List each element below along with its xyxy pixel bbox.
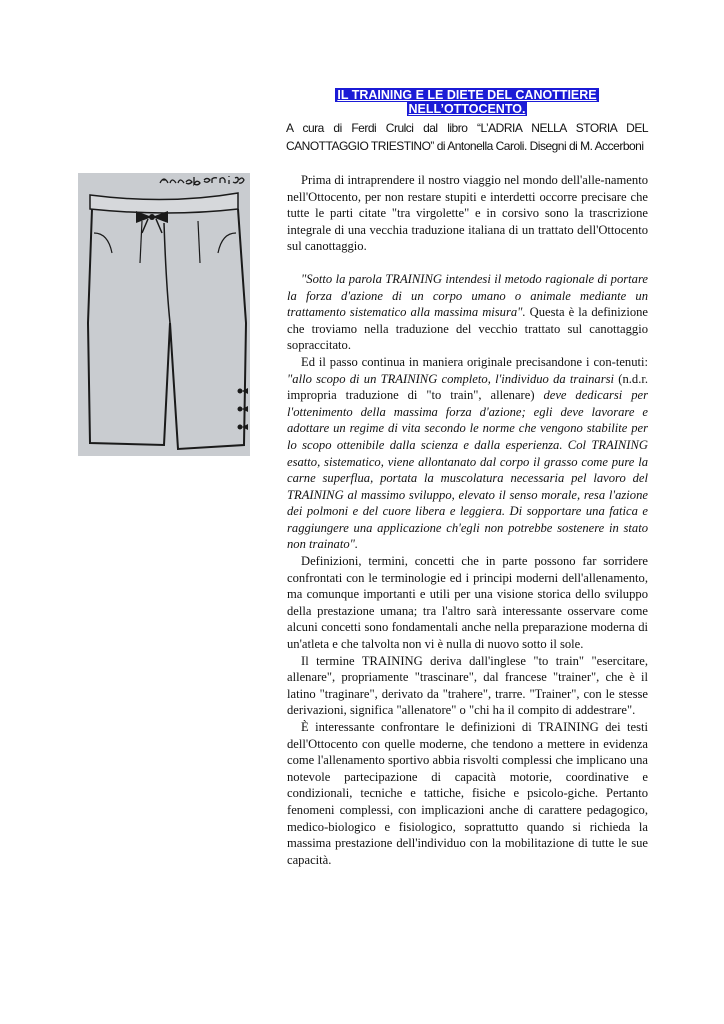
article-title-line-1: IL TRAINING E LE DIETE DEL CANOTTIERE — [337, 88, 597, 102]
quote-continuation-1: "allo scopo di un TRAINING completo, l'individuo da trainarsi — [287, 371, 615, 386]
article-byline — [286, 119, 648, 155]
byline-line-2: CANOTTAGGIO TRIESTINO” di Antonella Caroli. Disegni di M. Accerboni — [286, 139, 644, 153]
paragraph-etymology: Il termine TRAINING deriva dall'inglese "to train" "esercitare, allenare", propriamente "trascinare", dal francese "trainer", che è il latino "traginare", derivato da "trahere", trarre. "Trainer", con le stesse derivazioni, significa "allenatore" o "chi ha il compito di addestrare". — [287, 653, 648, 718]
paragraph-definitions-comment: Definizioni, termini, concetti che in parte possono far sorridere confrontati con le terminologie ed i principi moderni dell'allenamento, ma comunque importanti e utili per una visione storica dello sviluppo della prestazione umana; tra l'altro sarà interessante osservare come alcuni concetti sono fondamentali anche nella preparazione moderna di un'atleta e che talvolta non vi è nulla di nuovo sotto il sole. — [287, 554, 648, 652]
paragraph-intro: Prima di intraprendere il nostro viaggio nel mondo dell'alle-namento nell'Ottocento, per non restare stupiti e interdetti occorre precisare che tutte le parti citate "tra virgolette" e in corsivo sono la trascrizione integrale di una vecchia traduzione italiana di un trattato dell'Ottocento sul canottaggio. — [287, 173, 648, 254]
article-header — [286, 88, 648, 155]
quote-continuation-2: deve dedicarsi per l'ottenimento della massima forza d'azione; egli deve lavorare e adottare un regime di vita secondo le norme che vengono stabilite per lo scopo ottenibile dalla scienza e dalla esperienza. Col TRAINING esatto, sistematico, viene allontanato dal corpo il grasso come pure la carne superflua, portata la muscolatura necessaria pel lavoro del TRAINING al massimo sviluppo, elevato il senso morale, resa l'azione dei polmoni e del cuore libera e leggiera. Di sopportare una fatica e raggiungere una applicazione ch'egli non potrebbe sostenere in stato non trainato". — [287, 388, 648, 552]
editor-note: (n.d.r. impropria traduzione di "to train", allenare) — [287, 371, 648, 403]
continuation-lead: Ed il passo continua in maniera originale precisandone i con-tenuti: — [301, 354, 648, 369]
article-title-line-2: NELL’OTTOCENTO. — [408, 102, 526, 116]
paragraph-continuation — [287, 354, 648, 553]
trousers-illustration — [78, 173, 250, 456]
paragraph-definition-text: Questa è la definizione che troviamo nella traduzione del vecchio trattato sul canottaggio sopraccitato. — [287, 305, 648, 353]
quote-definition: "Sotto la parola TRAINING intendesi il metodo ragionale di portare la forza d'azione di un corpo umano o animale mediante un trattamento sistematico alla massima misura". — [287, 271, 648, 320]
byline-line-1: A cura di Ferdi Crulci dal libro “L’ADRIA NELLA STORIA DEL — [286, 121, 648, 135]
paragraph-definition — [287, 271, 648, 354]
paragraph-modern-comparison: È interessante confrontare le definizioni di TRAINING dei testi dell'Ottocento con quelle moderne, che tendono a mettere in evidenza come l'allenamento sportivo abbia risvolti complessi che implicano una notevole partecipazione di capacità motorie, coordinative e condizionali, tecniche e tattiche, fisiche e psicolo-giche. Pertanto fenomeni complessi, con implicazioni anche di carattere pedagogico, medico-biologico e fisiologico, soprattutto quando si richieda la massima prestazione dell'individuo con la mobilitazione di tutte le sue capacità. — [287, 720, 648, 867]
article-body — [287, 172, 648, 868]
